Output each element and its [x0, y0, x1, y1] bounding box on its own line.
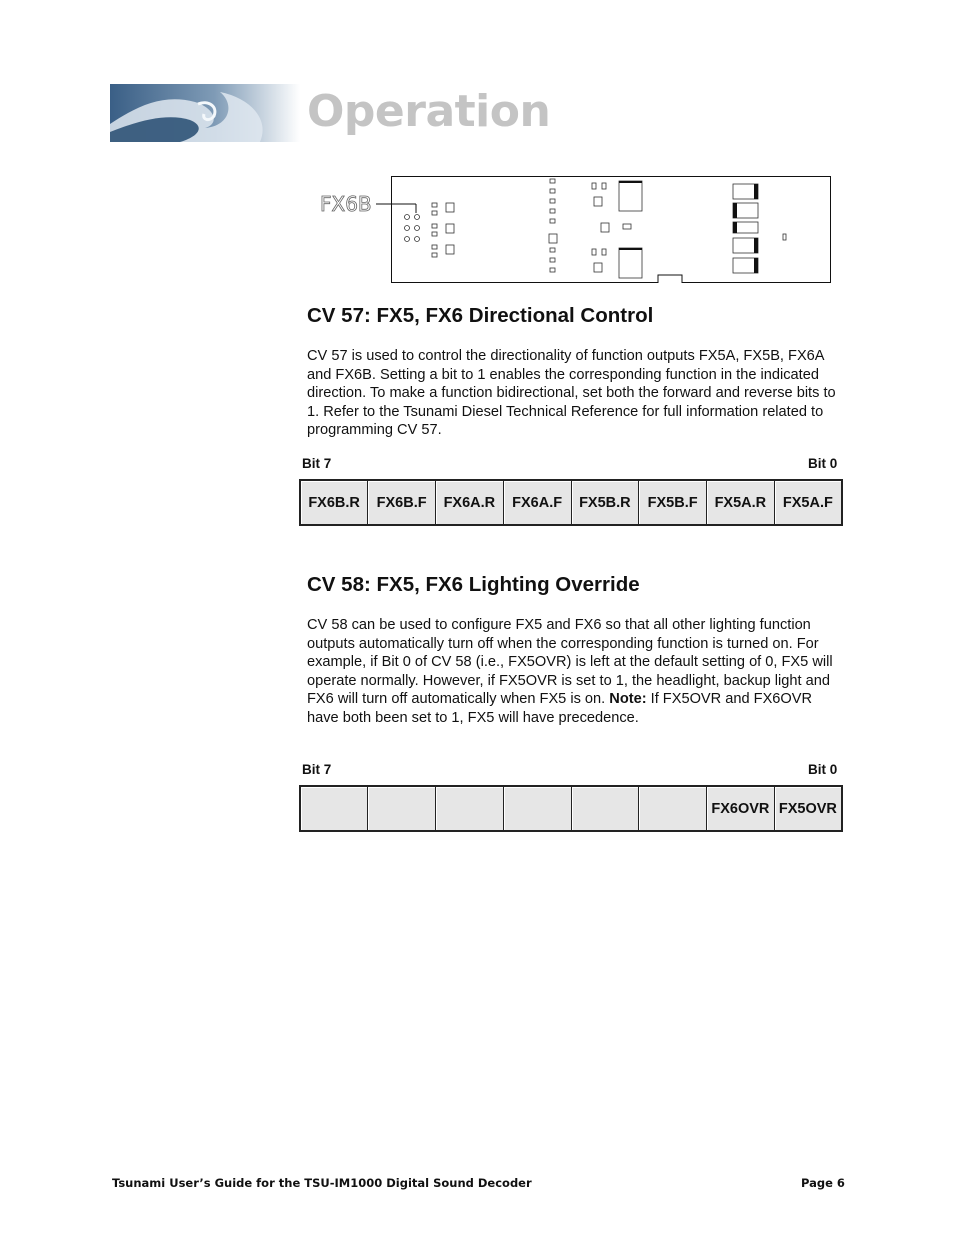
cv57-bit0-label: Bit 0: [808, 456, 838, 471]
bit-cell: FX5A.R: [707, 480, 775, 525]
cv58-bit-table: [299, 785, 843, 832]
cv57-description: CV 57 is used to control the directionality of function outputs FX5A, FX5B, FX6A and FX6B. Setting a bit to 1 enables the corresponding function in the indicated direction. To make a function bidirectional, set both the forward and reverse bits to 1. Refer to the Tsunami Diesel Technical Reference for full information related to programming CV 57.: [307, 348, 836, 439]
cv58-heading: CV 58: FX5, FX6 Lighting Override: [307, 573, 640, 596]
bit-cell: [639, 786, 707, 831]
bit-cell: [368, 786, 436, 831]
note-text: If FX5OVR and FX6OVR have both been set to 1, FX5 will have precedence.: [307, 691, 813, 726]
bit-cell: FX6A.F: [503, 480, 571, 525]
cv58-bit7-label: Bit 7: [302, 762, 332, 777]
cv58-description: CV 58 can be used to configure FX5 and FX6 so that all other lighting function outputs automatically turn off when the corresponding function is turned on. For example, if Bit 0 of CV 58 (i.e., FX5OVR) is left at the default setting of 0, FX5 will operate normally. However, if FX5OVR is set to 1, the headlight, backup light and FX6 will turn off automatically when FX5 is on.: [307, 617, 833, 708]
cv57-bit7-label: Bit 7: [302, 456, 332, 471]
circuit-board-diagram: [318, 175, 832, 285]
wave-logo-image: [110, 84, 300, 142]
footer-document-title: Tsunami User’s Guide for the TSU-IM1000 Digital Sound Decoder: [112, 1176, 532, 1190]
bit-cell: FX6OVR: [707, 786, 775, 831]
footer-page-number: Page 6: [801, 1176, 845, 1190]
bit-cell: FX5B.F: [639, 480, 707, 525]
bit-cell: FX6B.F: [368, 480, 436, 525]
bit-cell: FX5B.R: [571, 480, 639, 525]
bit-cell: FX5OVR: [774, 786, 842, 831]
bit-cell: [571, 786, 639, 831]
note-label: Note:: [609, 691, 647, 708]
bit-cell: FX6A.R: [436, 480, 504, 525]
cv58-description-block: [307, 616, 847, 728]
table-row: [300, 480, 842, 525]
bit-cell: [300, 786, 368, 831]
cv57-heading: CV 57: FX5, FX6 Directional Control: [307, 304, 654, 327]
bit-cell: FX6B.R: [300, 480, 368, 525]
fx6b-label: FX6B: [320, 192, 372, 216]
cv57-bit-table: [299, 479, 843, 526]
table-row: [300, 786, 842, 831]
bit-cell: FX5A.F: [774, 480, 842, 525]
cv58-bit0-label: Bit 0: [808, 762, 838, 777]
page-title: Operation: [307, 86, 551, 137]
bit-cell: [503, 786, 571, 831]
bit-cell: [436, 786, 504, 831]
